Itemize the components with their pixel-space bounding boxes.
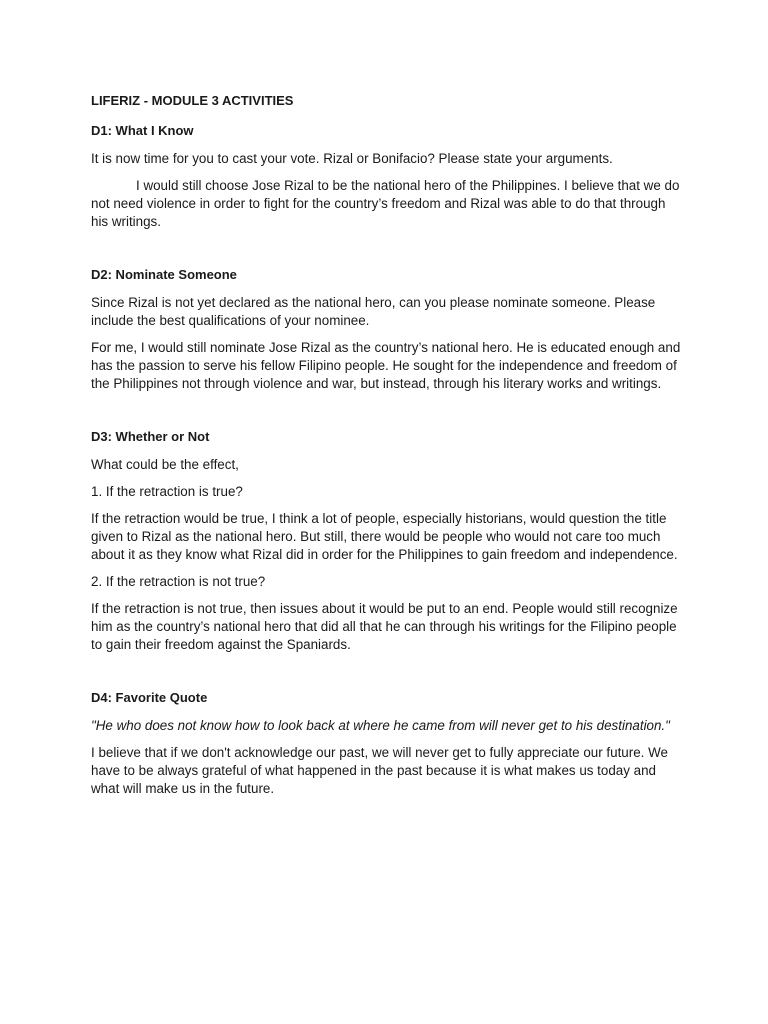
section-heading: D3: Whether or Not [91,429,210,444]
section-answer: I believe that if we don't acknowledge our past, we will never get to fully appreciate our future. We have to be always grateful of what happened in the past because it is what makes us today and what will make us in the future. [91,745,668,796]
section-answer: For me, I would still nominate Jose Rizal as the country’s national hero. He is educated enough and has the passion to serve his fellow Filipino people. He sought for the independence and freedom of the Philippines not through violence and war, but instead, through his literary works and writings. [91,340,681,391]
document-title: LIFERIZ - MODULE 3 ACTIVITIES [91,93,294,108]
question-2: 2. If the retraction is not true? [91,574,266,589]
section-intro: What could be the effect, [91,457,239,472]
section-d3 [91,428,681,654]
section-prompt: It is now time for you to cast your vote. Rizal or Bonifacio? Please state your arguments. [91,151,613,166]
section-answer: I would still choose Jose Rizal to be the national hero of the Philippines. I believe that we do not need violence in order to fight for the country’s freedom and Rizal was able to do that through his writings. [91,178,680,229]
section-d1 [91,122,681,231]
section-heading: D1: What I Know [91,123,194,138]
section-heading: D4: Favorite Quote [91,690,208,705]
answer-2: If the retraction is not true, then issues about it would be put to an end. People would still recognize him as the country’s national hero that did all that he can through his writings for the Filipino people to gain their freedom against the Spaniards. [91,601,678,652]
favorite-quote: "He who does not know how to look back at where he came from will never get to his destination." [91,718,670,733]
section-heading: D2: Nominate Someone [91,267,237,282]
section-prompt: Since Rizal is not yet declared as the national hero, can you please nominate someone. Please include the best qualifications of your nominee. [91,295,656,328]
section-d2 [91,266,681,393]
answer-1: If the retraction would be true, I think a lot of people, especially historians, would question the title given to Rizal as the national hero. But still, there would be people who would not care too much about it as they know what Rizal did in order for the Philippines to gain freedom and independence. [91,511,678,562]
document-page [91,92,681,807]
question-1: 1. If the retraction is true? [91,484,243,499]
section-d4 [91,689,681,798]
